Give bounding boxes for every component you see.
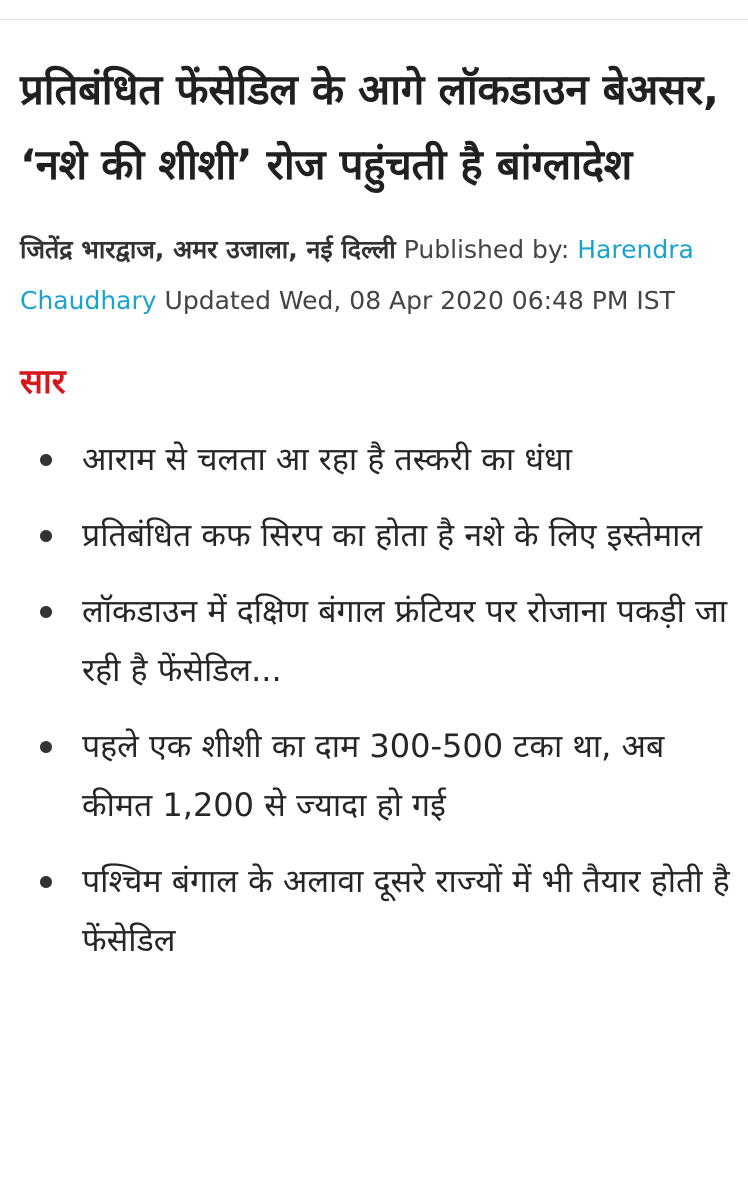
- summary-list-item: [20, 717, 732, 835]
- summary-list-item: [20, 582, 732, 700]
- bullet-icon: [40, 741, 52, 753]
- byline-author: जितेंद्र भारद्वाज, अमर उजाला, नई दिल्ली: [20, 235, 396, 264]
- byline-published-by-label: Published by:: [403, 235, 570, 264]
- header-divider: [0, 0, 748, 20]
- article: [20, 52, 732, 987]
- byline-updated-timestamp: Updated Wed, 08 Apr 2020 06:48 PM IST: [164, 286, 675, 315]
- bullet-icon: [40, 876, 52, 888]
- summary-list-item: [20, 852, 732, 970]
- byline-publisher-link[interactable]: Harendra Chaudhary: [20, 235, 694, 315]
- summary-item-text: प्रतिबंधित कफ सिरप का होता है नशे के लिए इस्तेमाल: [82, 516, 703, 554]
- summary-item-text: लॉकडाउन में दक्षिण बंगाल फ्रंटियर पर रोजाना पकड़ी जा रही है फेंसेडिल...: [82, 592, 728, 689]
- summary-list: [20, 430, 732, 970]
- bullet-icon: [40, 530, 52, 542]
- summary-list-item: [20, 430, 732, 489]
- bullet-icon: [40, 606, 52, 618]
- summary-item-text: आराम से चलता आ रहा है तस्करी का धंधा: [82, 440, 572, 478]
- bullet-icon: [40, 454, 52, 466]
- summary-item-text: पश्चिम बंगाल के अलावा दूसरे राज्यों में भी तैयार होती है फेंसेडिल: [82, 862, 730, 959]
- article-byline: [20, 224, 732, 326]
- article-headline: प्रतिबंधित फेंसेडिल के आगे लॉकडाउन बेअसर, ‘नशे की शीशी’ रोज पहुंचती है बांग्लादेश: [20, 65, 719, 189]
- summary-list-item: [20, 506, 732, 565]
- summary-heading: सार: [20, 362, 66, 402]
- summary-item-text: पहले एक शीशी का दाम 300-500 टका था, अब कीमत 1,200 से ज्यादा हो गई: [82, 727, 665, 824]
